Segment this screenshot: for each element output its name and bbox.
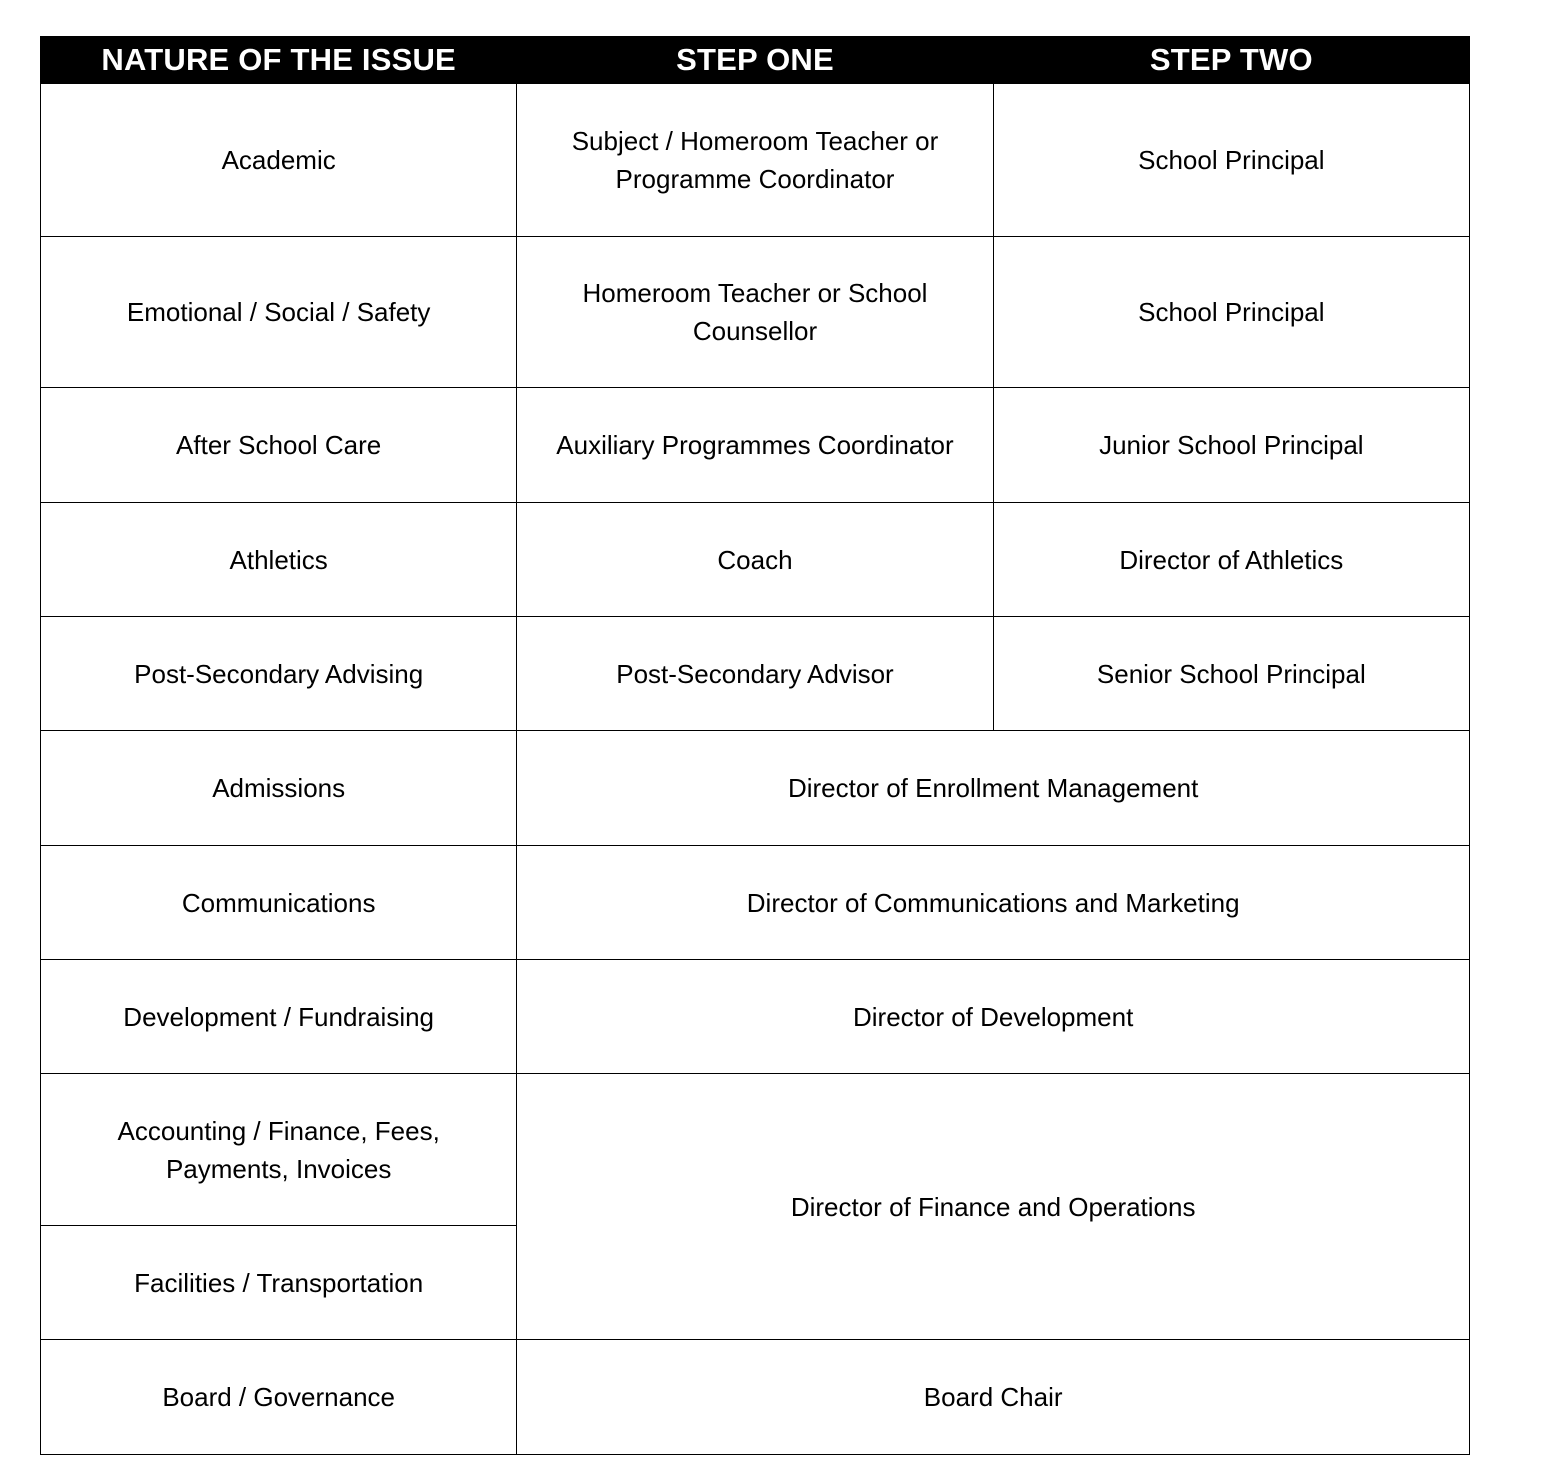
table-row — [41, 1340, 1470, 1455]
issue-cell: Accounting / Finance, Fees, Payments, Invoices — [41, 1074, 517, 1226]
step-two-cell: School Principal — [993, 237, 1469, 388]
issue-cell: Board / Governance — [41, 1340, 517, 1455]
issue-cell: Development / Fundraising — [41, 960, 517, 1074]
issue-cell: Admissions — [41, 731, 517, 846]
issue-cell: Athletics — [41, 503, 517, 617]
issue-cell: Post-Secondary Advising — [41, 617, 517, 731]
issue-cell: Facilities / Transportation — [41, 1226, 517, 1340]
table-body — [41, 84, 1470, 1455]
step-one-cell: Coach — [517, 503, 993, 617]
contact-cell: Board Chair — [517, 1340, 1470, 1455]
table-row — [41, 960, 1470, 1074]
table-header — [41, 37, 1470, 84]
step-one-cell: Subject / Homeroom Teacher or Programme Coordinator — [517, 84, 993, 237]
table-row — [41, 388, 1470, 503]
contact-cell: Director of Enrollment Management — [517, 731, 1470, 846]
issue-cell: After School Care — [41, 388, 517, 503]
table-row — [41, 237, 1470, 388]
contact-cell: Director of Communications and Marketing — [517, 846, 1470, 960]
contact-cell: Director of Finance and Operations — [517, 1074, 1470, 1340]
header-nature-of-issue: NATURE OF THE ISSUE — [41, 37, 517, 84]
table-row — [41, 731, 1470, 846]
contact-cell: Director of Development — [517, 960, 1470, 1074]
header-step-two: STEP TWO — [993, 37, 1469, 84]
table-row — [41, 503, 1470, 617]
issue-cell: Communications — [41, 846, 517, 960]
issue-cell: Academic — [41, 84, 517, 237]
step-two-cell: Director of Athletics — [993, 503, 1469, 617]
step-one-cell: Post-Secondary Advisor — [517, 617, 993, 731]
table-row — [41, 1074, 1470, 1226]
step-two-cell: Senior School Principal — [993, 617, 1469, 731]
header-row — [41, 37, 1470, 84]
header-step-one: STEP ONE — [517, 37, 993, 84]
table-row — [41, 617, 1470, 731]
step-two-cell: School Principal — [993, 84, 1469, 237]
table-row — [41, 84, 1470, 237]
table-row — [41, 846, 1470, 960]
step-one-cell: Auxiliary Programmes Coordinator — [517, 388, 993, 503]
escalation-table — [40, 36, 1470, 1455]
step-one-cell: Homeroom Teacher or School Counsellor — [517, 237, 993, 388]
step-two-cell: Junior School Principal — [993, 388, 1469, 503]
issue-cell: Emotional / Social / Safety — [41, 237, 517, 388]
